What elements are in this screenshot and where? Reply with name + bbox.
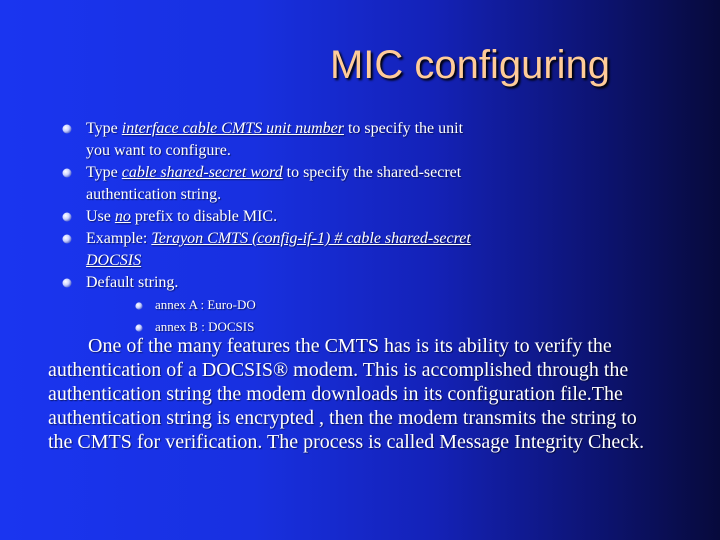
- sub-bullet-item: [155, 294, 256, 316]
- sphere-bullet-icon: [135, 302, 143, 310]
- sphere-bullet-icon: [62, 212, 72, 222]
- bullet-text-pre: Type: [86, 164, 122, 181]
- bullet-text-post: prefix to disable MIC.: [130, 208, 278, 225]
- sphere-bullet-icon: [62, 234, 72, 244]
- bullet-text-post: to specify the shared-secret authentication string.: [86, 164, 462, 203]
- bullet-command: no: [114, 208, 131, 225]
- sub-bullet-text: annex B : DOCSIS: [155, 319, 255, 334]
- sub-bullet-text: annex A : Euro-DO: [155, 297, 256, 312]
- bullet-text-pre: Default string.: [86, 274, 179, 291]
- bullet-item: [86, 272, 486, 294]
- sphere-bullet-icon: [62, 278, 72, 288]
- bullet-item: [86, 118, 486, 162]
- slide-title: MIC configuring: [329, 43, 611, 87]
- sub-bullet-list: [155, 294, 256, 338]
- bullet-command: Terayon CMTS (config-if-1) # cable shared-secret DOCSIS: [86, 230, 471, 269]
- bullet-text-post: to specify the unit you want to configure.: [86, 120, 464, 159]
- bullet-list: [86, 118, 486, 294]
- bullet-command: interface cable CMTS unit number: [121, 120, 344, 137]
- bullet-text-pre: Type: [86, 120, 122, 137]
- sphere-bullet-icon: [62, 168, 72, 178]
- bullet-text-pre: Example:: [86, 230, 152, 247]
- bullet-item: [86, 206, 486, 228]
- sphere-bullet-icon: [62, 124, 72, 134]
- bullet-item: [86, 162, 486, 206]
- bullet-text-pre: Use: [86, 208, 115, 225]
- bullet-command: cable shared-secret word: [121, 164, 283, 181]
- sphere-bullet-icon: [135, 324, 143, 332]
- body-paragraph: One of the many features the CMTS has is its ability to verify the authentication of a DOCSIS® modem. This is accomplished through the authentication string the modem downloads in its configuration file.The authentication string is encrypted , then the modem transmits the string to the CMTS for verification. The process is called Message Integrity Check.: [48, 335, 645, 453]
- bullet-item: [86, 228, 486, 272]
